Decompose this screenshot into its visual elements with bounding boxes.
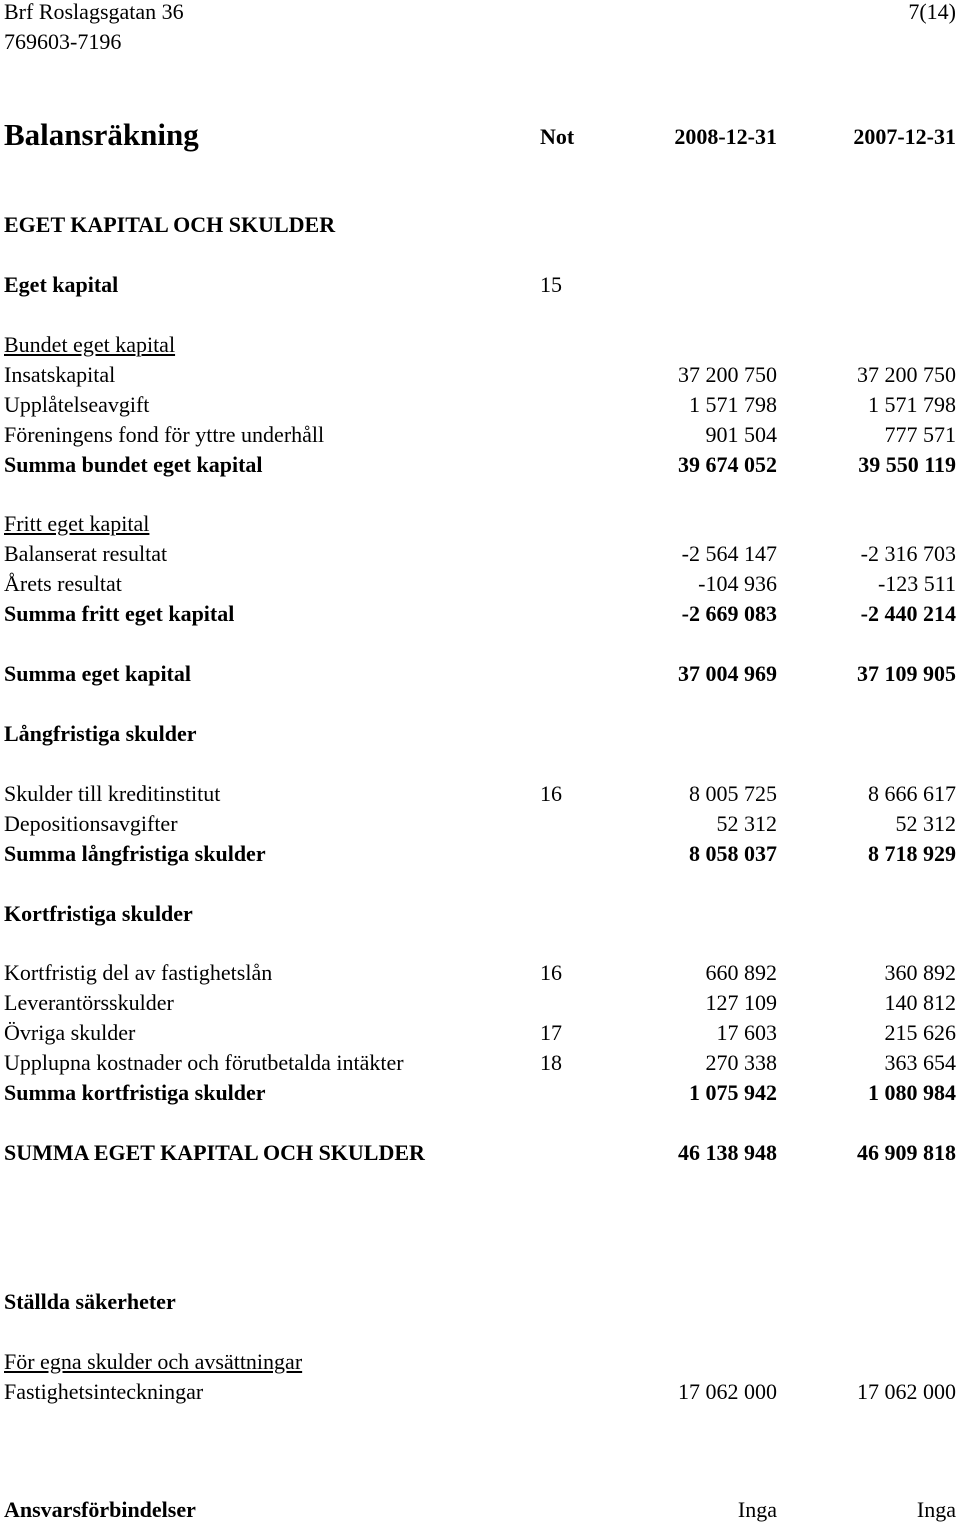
row-value-previous: 777 571 xyxy=(884,422,956,447)
row-value-previous: -2 316 703 xyxy=(860,541,956,566)
row-value-current: 46 138 948 xyxy=(678,1140,777,1165)
row-value-previous: Inga xyxy=(916,1497,956,1522)
row-note: 16 xyxy=(540,781,562,806)
table-row xyxy=(0,539,960,569)
table-row xyxy=(0,390,960,420)
row-label: Summa fritt eget kapital xyxy=(4,601,235,626)
row-label: Bundet eget kapital xyxy=(4,332,176,357)
row-value-current: 8 005 725 xyxy=(689,781,777,806)
row-label: Summa bundet eget kapital xyxy=(4,452,263,477)
row-value-current: 17 603 xyxy=(716,1020,777,1045)
row-value-previous: -123 511 xyxy=(877,571,956,596)
row-value-current: 17 062 000 xyxy=(678,1379,777,1404)
row-label: Kortfristiga skulder xyxy=(4,901,193,926)
row-note: 18 xyxy=(540,1050,562,1075)
row-value-current: -2 564 147 xyxy=(681,541,777,566)
row-value-previous: 140 812 xyxy=(884,990,956,1015)
row-label: Leverantörsskulder xyxy=(4,990,174,1015)
row-note: 16 xyxy=(540,960,562,985)
subtotal-row xyxy=(0,839,960,869)
row-label: Summa kortfristiga skulder xyxy=(4,1080,266,1105)
row-label: Kortfristig del av fastighetslån xyxy=(4,960,273,985)
row-value-current: 1 571 798 xyxy=(689,392,777,417)
row-label: Eget kapital xyxy=(4,272,119,297)
row-value-current: 37 004 969 xyxy=(678,661,777,686)
row-value-previous: 37 109 905 xyxy=(857,661,956,686)
row-value-previous: 360 892 xyxy=(884,960,956,985)
row-value-previous: 37 200 750 xyxy=(857,362,956,387)
row-label: Årets resultat xyxy=(4,571,122,596)
grand-total-row xyxy=(0,1138,960,1168)
row-label: Skulder till kreditinstitut xyxy=(4,781,221,806)
row-note: 15 xyxy=(540,272,562,297)
row-value-current: -2 669 083 xyxy=(681,601,777,626)
row-label: Insatskapital xyxy=(4,362,116,387)
row-label: SUMMA EGET KAPITAL OCH SKULDER xyxy=(4,1140,425,1165)
row-label: Depositionsavgifter xyxy=(4,811,178,836)
row-note: 17 xyxy=(540,1020,562,1045)
row-value-previous: 8 718 929 xyxy=(868,841,956,866)
subgroup-heading xyxy=(0,330,960,360)
total-row xyxy=(0,659,960,689)
table-row xyxy=(0,1018,960,1048)
row-label: Föreningens fond för yttre underhåll xyxy=(4,422,325,447)
row-label: Ställda säkerheter xyxy=(4,1289,176,1314)
table-row xyxy=(0,779,960,809)
row-label: Fritt eget kapital xyxy=(4,511,150,536)
table-row xyxy=(0,360,960,390)
subtotal-row xyxy=(0,1078,960,1108)
row-label: Upplåtelseavgift xyxy=(4,392,150,417)
table-row xyxy=(0,988,960,1018)
table-row xyxy=(0,958,960,988)
subtotal-row xyxy=(0,599,960,629)
group-heading xyxy=(0,719,960,749)
title-row xyxy=(0,115,960,155)
table-row xyxy=(0,569,960,599)
row-label: Balanserat resultat xyxy=(4,541,168,566)
column-header-note: Not xyxy=(540,124,575,149)
row-value-previous: 46 909 818 xyxy=(857,1140,956,1165)
row-value-current: 901 504 xyxy=(705,422,777,447)
row-label: Långfristiga skulder xyxy=(4,721,197,746)
row-value-previous: 1 080 984 xyxy=(868,1080,956,1105)
row-label: Summa långfristiga skulder xyxy=(4,841,266,866)
table-row xyxy=(0,1048,960,1078)
subgroup-heading xyxy=(0,509,960,539)
row-label: Summa eget kapital xyxy=(4,661,191,686)
row-label: För egna skulder och avsättningar xyxy=(4,1349,303,1374)
table-row xyxy=(0,420,960,450)
subtotal-row xyxy=(0,450,960,480)
table-row xyxy=(0,1495,960,1525)
row-value-current: 52 312 xyxy=(716,811,777,836)
column-header-current: 2008-12-31 xyxy=(674,124,777,149)
row-value-previous: 39 550 119 xyxy=(858,452,956,477)
row-label: Övriga skulder xyxy=(4,1020,136,1045)
section-heading xyxy=(0,210,960,240)
row-value-previous: 215 626 xyxy=(884,1020,956,1045)
row-value-previous: 8 666 617 xyxy=(868,781,956,806)
row-label: Fastighetsinteckningar xyxy=(4,1379,204,1404)
page-number: 7(14) xyxy=(908,0,956,24)
column-header-previous: 2007-12-31 xyxy=(853,124,956,149)
row-value-current: 127 109 xyxy=(705,990,777,1015)
table-row xyxy=(0,1377,960,1407)
row-value-previous: -2 440 214 xyxy=(860,601,956,626)
page-title: Balansräkning xyxy=(4,117,199,152)
row-label: EGET KAPITAL OCH SKULDER xyxy=(4,212,336,237)
row-value-previous: 17 062 000 xyxy=(857,1379,956,1404)
row-value-current: -104 936 xyxy=(698,571,777,596)
row-value-current: 1 075 942 xyxy=(689,1080,777,1105)
row-value-current: 660 892 xyxy=(705,960,777,985)
row-value-current: 270 338 xyxy=(705,1050,777,1075)
row-label: Ansvarsförbindelser xyxy=(4,1497,196,1522)
group-heading xyxy=(0,1287,960,1317)
row-value-previous: 363 654 xyxy=(884,1050,956,1075)
row-value-current: 8 058 037 xyxy=(689,841,777,866)
org-number-line xyxy=(0,27,960,57)
row-value-previous: 52 312 xyxy=(895,811,956,836)
row-value-current: 37 200 750 xyxy=(678,362,777,387)
group-heading xyxy=(0,270,960,300)
org-name: Brf Roslagsgatan 36 xyxy=(4,0,184,24)
table-row xyxy=(0,809,960,839)
group-heading xyxy=(0,899,960,929)
row-value-current: Inga xyxy=(737,1497,777,1522)
org-number: 769603-7196 xyxy=(4,29,122,54)
row-value-previous: 1 571 798 xyxy=(868,392,956,417)
row-value-current: 39 674 052 xyxy=(678,452,777,477)
row-label: Upplupna kostnader och förutbetalda intäkter xyxy=(4,1050,404,1075)
document-header xyxy=(0,0,960,27)
subgroup-heading xyxy=(0,1347,960,1377)
